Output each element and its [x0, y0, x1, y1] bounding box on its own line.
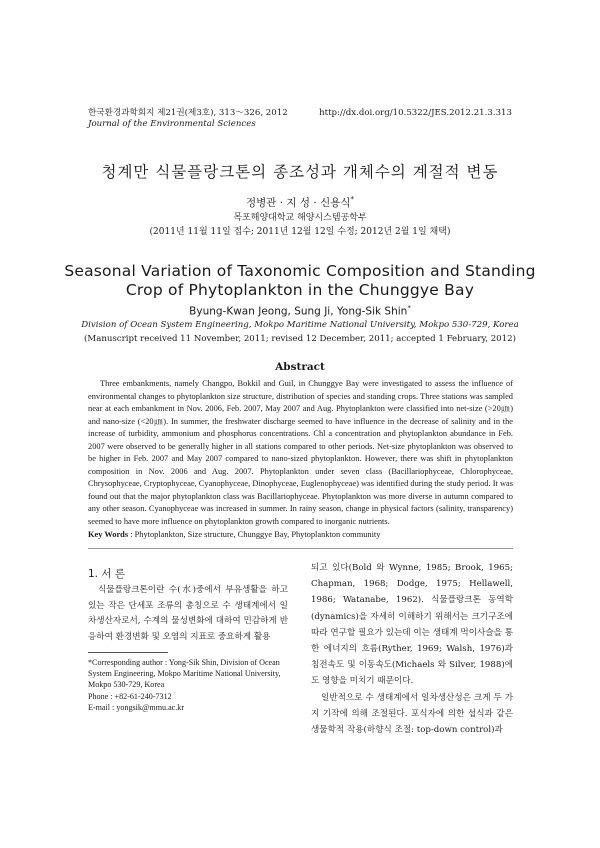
section-heading-introduction: 1. 서 론	[88, 568, 125, 580]
english-author-names: Byung-Kwan Jeong, Sung Ji, Yong-Sik Shin	[189, 305, 408, 318]
corresponding-mark: *	[350, 195, 354, 204]
journal-citation	[88, 108, 288, 130]
abstract-divider	[88, 548, 513, 549]
corresponding-mark: *	[407, 304, 411, 312]
doi-link[interactable]: http://dx.doi.org/10.5322/JES.2012.21.3.313	[319, 108, 512, 118]
corresponding-author-footnote	[88, 657, 293, 713]
korean-title: 청계만 식물플랑크톤의 종조성과 개체수의 계절적 변동	[101, 163, 499, 181]
english-title: Seasonal Variation of Taxonomic Composition and Standing Crop of Phytoplankton in the Chunggye Bay	[64, 262, 536, 299]
english-affiliation: Division of Ocean System Engineering, Mokpo Maritime National University, Mokpo 530-729, Korea	[81, 320, 519, 330]
korean-affiliation: 목포해양대학교 해양시스템공학부	[233, 213, 367, 223]
intro-left-column: 식물플랑크톤이란 수(水)중에서 부유생활을 하고 있는 작은 단세포 조류의 총칭으로 수 생태계에서 일차생산자로서, 수계의 물성변화에 대하여 민감하게 반응하여 환경변화 및 오염의 지표로 중요하게 활용	[88, 585, 288, 642]
abstract-body: Three embankments, namely Changpo, Bokkil and Guil, in Chunggye Bay were investigated to assess the influence of environmental changes to phytoplankton size structure, distribution of species and standing crops. Three stations was sampled near at each embankment in Nov. 2006, Feb. 2007, May 2007 and Aug. Phytoplankton were classified into net-size (>20㎛) and nano-size (<20㎛). In summer, the freshwater discharge seemed to have influence in the decrease of salinity and in the increase of turbidity, ammonium and phosphorus concentrations. Chl a concentration and phytoplankton abundance in Feb. 2007 were observed to be generally higher in all stations compared to other periods. Net-size phytoplankton was observed to be higher in Feb. 2007 and May 2007 compared to nano-sized phytoplankton. However, there was shift in phytoplankton composition in Nov. 2006 and Aug. 2007. Phytoplankton under seven class (Bacillariophyceae, Chlorophyceae, Chrysophyceae, Cryptophyceae, Cyanophyceae, Dinophyceae, Euglenophyceae) was identified during the study period. It was found out that the major phytoplankton class was Bacillariophyceae. Phytoplankton was more diverse in autumn compared to any other season. Cyanophyceae was increased in summer. In rainy season, change in physical factors (salinity, transparency) seemed to have more influence on phytoplankton growth compared to inorganic nutrients.	[88, 379, 513, 526]
keywords-list: : Phytoplankton, Size structure, Chunggye Bay, Phytoplankton community	[128, 530, 381, 539]
keywords-label: Key Words	[88, 530, 129, 539]
intro-paragraph-2: 일반적으로 수 생태계에서 일차생산성은 크게 두 가지 기작에 의해 조절된다. 포식자에 의한 섭식과 같은 생물학적 작용(하향식 조절: top-down control)과	[311, 692, 513, 736]
korean-dates: (2011년 11월 11일 접수; 2011년 12월 12일 수정; 2012년 2월 1일 채택)	[149, 227, 451, 237]
english-authors	[0, 304, 600, 318]
keywords	[88, 530, 513, 539]
korean-authors	[0, 195, 600, 210]
journal-en: Journal of the Environmental Sciences	[88, 119, 256, 129]
english-dates: (Manuscript received 11 November, 2011; revised 12 December, 2011; accepted 1 February, 2012)	[84, 334, 516, 344]
journal-ko: 한국환경과학회지 제21권(제3호), 313～326, 2012	[88, 108, 288, 118]
footnote-divider	[88, 652, 168, 653]
footnote-email[interactable]: E-mail : yongsik@mmu.ac.kr	[88, 702, 185, 712]
footnote-phone: Phone : +82-61-240-7312	[88, 691, 172, 701]
footnote-author: *Corresponding author : Yong-Sik Shin, Division of Ocean System Engineering, Mokpo Maritime National University, Mokpo 530-729, Korea	[88, 658, 281, 690]
intro-right-column	[311, 560, 513, 738]
abstract-heading: Abstract	[275, 361, 325, 373]
intro-paragraph-1: 되고 있다(Bold 와 Wynne, 1985; Brook, 1965; Chapman, 1968; Dodge, 1975; Hellawell, 1986; Watanabe, 1962). 식물플랑크톤 동역학(dynamics)을 자세히 이해하기 위해서는 크기구조에 따라 연구할 필요가 있는데 이는 생태계 먹이사슬을 통한 에너지의 흐름(Ryther, 1969; Walsh, 1976)과 침전속도 및 이동속도(Michaels 와 Silver, 1988)에도 영향을 미치기 때문이다.	[311, 563, 513, 687]
korean-author-names: 정병관 · 지 성 · 신용식	[245, 197, 351, 209]
